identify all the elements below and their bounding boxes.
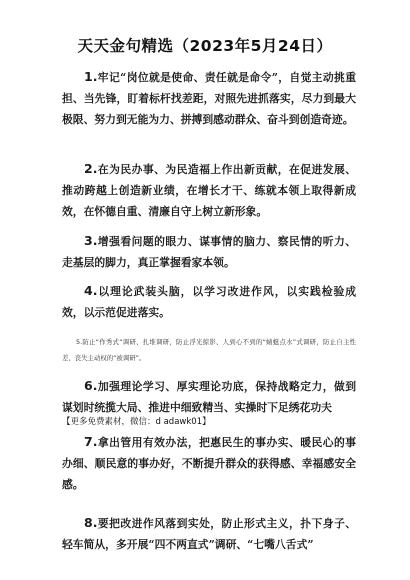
- item-text: 在为民办事、为民造福上作出新贡献，在促进发展、推动跨越上创造新业绩，在增长才干、练就本领上取得新成效，在怀德自重、清廉自守上树立新形象。: [62, 163, 356, 218]
- item-number: 5.: [76, 338, 83, 346]
- item-text: 要把改进作风落到实处，防止形式主义，扑下身子、轻车简从，多开展“四不两直式”调研、“七嘴八舌式”: [62, 517, 356, 551]
- item-text: 以理论武装头脑，以学习改进作风，以实践检验成效，以示范促进落实。: [62, 285, 356, 319]
- item-text: 增强看问题的眼力、谋事情的脑力、察民情的听力、走基层的脚力，真正掌握看家本领。: [62, 235, 356, 269]
- page-title: 天天金句精选（2023年5月24日）: [77, 37, 333, 55]
- paragraph-item-7: [62, 431, 356, 495]
- item-number: 1.: [84, 69, 98, 84]
- item-number: 4.: [84, 283, 98, 298]
- item-number: 3.: [84, 233, 98, 248]
- paragraph-item-2: [62, 158, 356, 222]
- item-text: 防止“作秀式”调研、扎堆调研，防止浮光掠影、人到心不到的“蜻蜓点水”式调研，防止自主性差、丧失主动权的“被调研”。: [62, 338, 356, 362]
- item-number: 6.: [84, 378, 98, 393]
- paragraph-item-3: [62, 230, 356, 273]
- item-text: 拿出管用有效办法，把惠民生的事办实、暖民心的事办细、顺民意的事办好，不断提升群众的获得感、幸福感安全感。: [62, 436, 356, 491]
- item-number: 8.: [84, 515, 98, 530]
- paragraph-item-5: [62, 334, 356, 366]
- paragraph-item-8: [62, 512, 356, 555]
- paragraph-item-1: [62, 66, 356, 130]
- promo-note: 【更多免费素材，微信：d adawk01】: [62, 417, 211, 427]
- item-number: 7.: [84, 434, 98, 449]
- item-text: 牢记“岗位就是使命、责任就是命令”，自觉主动挑重担、当先锋，盯着标杆找差距，对照先进抓落实，尽力到最大极限、努力到无能为力、拼搏到感动群众、奋斗到创造奇迹。: [62, 71, 356, 126]
- item-number: 2.: [84, 161, 98, 176]
- paragraph-item-6: [62, 375, 356, 418]
- item-text: 加强理论学习、厚实理论功底，保持战略定力，做到谋划时统揽大局、推进中细致精当、实操时下足绣花功夫: [62, 380, 356, 414]
- paragraph-item-4: [62, 280, 356, 323]
